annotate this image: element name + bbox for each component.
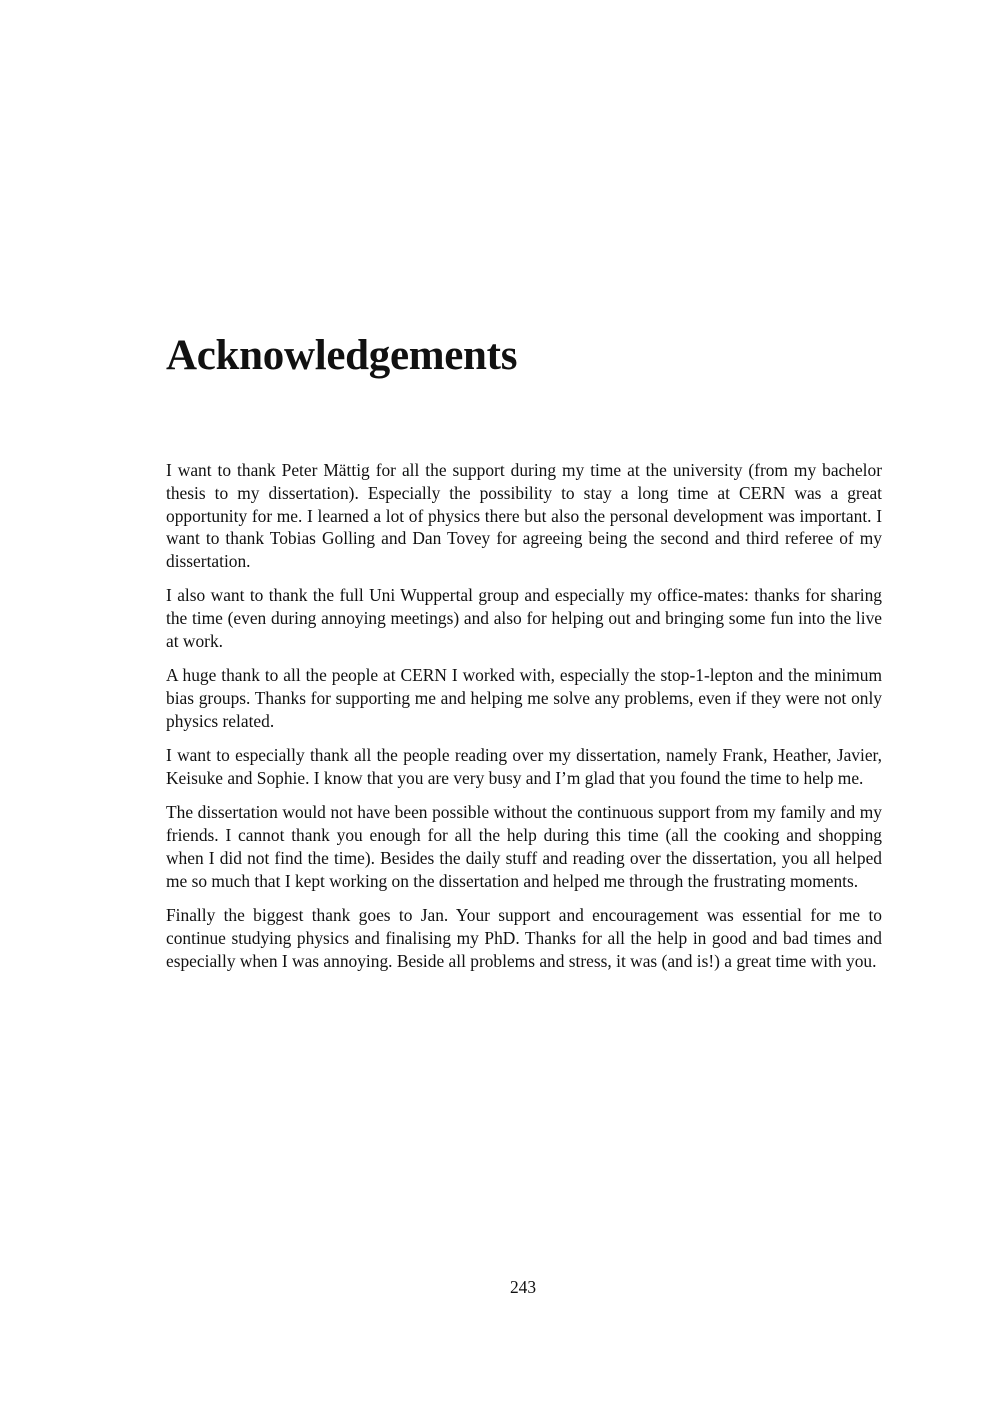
acknowledgements-body [166, 459, 882, 984]
paragraph-2: I also want to thank the full Uni Wuppertal group and especially my office-mates: thanks for sharing the time (even during annoying meetings) and also for helping out and bringing some fun into the live at work. [166, 585, 882, 652]
paragraph-3: A huge thank to all the people at CERN I worked with, especially the stop-1-lepton and the minimum bias groups. Thanks for supporting me and helping me solve any problems, even if they were not only physics related. [166, 665, 882, 731]
paragraph-4: I want to especially thank all the people reading over my dissertation, namely Frank, Heather, Javier, Keisuke and Sophie. I know that you are very busy and I’m glad that you found the time to help me. [166, 745, 882, 789]
chapter-title: Acknowledgements [166, 332, 518, 379]
paragraph-1: I want to thank Peter Mättig for all the support during my time at the university (from my bachelor thesis to my dissertation). Especially the possibility to stay a long time at CERN was a great opportunity for me. I learned a lot of physics there but also the personal development was important. I want to thank Tobias Golling and Dan Tovey for agreeing being the second and third referee of my dissertation. [166, 460, 882, 572]
paragraph-6: Finally the biggest thank goes to Jan. Your support and encouragement was essential for me to continue studying physics and finalising my PhD. Thanks for all the help in good and bad times and especially when I was annoying. Beside all problems and stress, it was (and is!) a great time with you. [166, 905, 882, 971]
page-number: 243 [509, 1277, 537, 1297]
paragraph-5: The dissertation would not have been possible without the continuous support from my family and my friends. I cannot thank you enough for all the help during this time (all the cooking and shopping when I did not find the time). Besides the daily stuff and reading over the dissertation, you all helped me so much that I kept working on the dissertation and helped me through the frustrating moments. [166, 802, 882, 891]
